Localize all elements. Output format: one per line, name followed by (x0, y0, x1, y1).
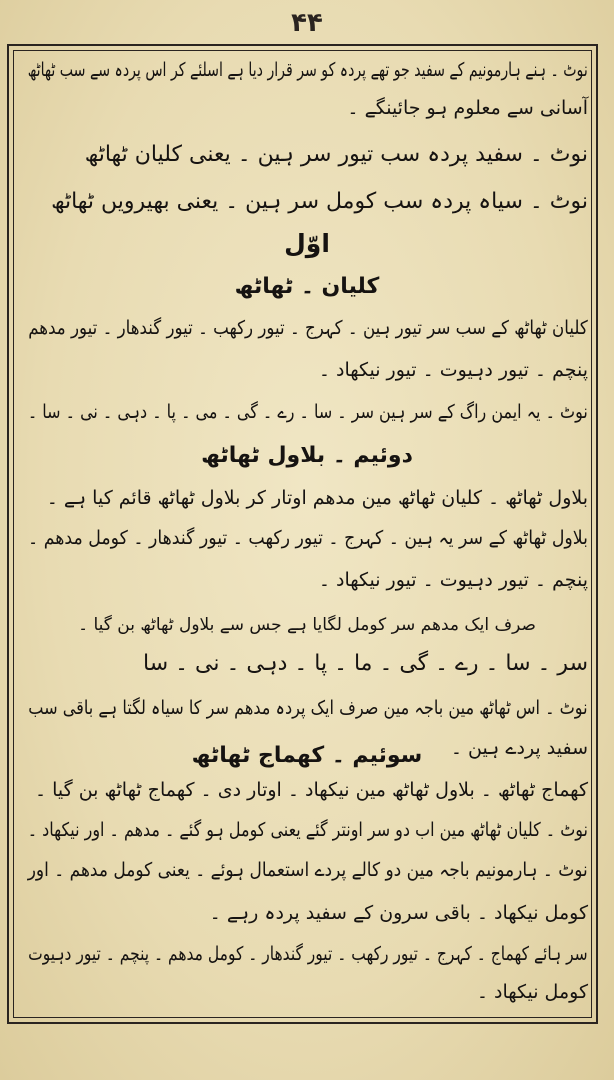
kalyan-notes-continuation: پنچم ۔ تیور دہیوت ۔ تیور نیکھاد ۔ (318, 359, 588, 381)
section-title-khamaj-thaat: سوئیم ۔ کھماج ٹھاٹھ (191, 743, 423, 768)
khamaj-notes-continuation: کومل نیکھاد ۔ (476, 981, 588, 1003)
note-yaman-raag: نوٹ ۔ یہ ایمن راگ کے سر ہین سر ۔ سا ۔ رے ۔ گی ۔ می ۔ پا ۔ دہی ۔ نی ۔ سا ۔ (28, 401, 588, 423)
note-white-keys-kalyan: نوٹ ۔ سفید پردہ سب تیور سر ہین ۔ یعنی کلیان ٹھاٹھ (84, 142, 588, 167)
kalyan-notes-line: کلیان ٹھاٹھ کے سب سر تیور ہین ۔ کہرج ۔ تیور رکھب ۔ تیور گندھار ۔ تیور مدھم (28, 317, 588, 339)
note-bilawal-continuation: سفید پردے ہین ۔ (450, 737, 588, 759)
note-kalyan-two-komal: نوٹ ۔ کلیان ٹھاٹھ مین اب دو سر اونتر گئے یعنی کومل ہو گئے ۔ مدھم ۔ اور نیکھاد ۔ (27, 819, 588, 841)
bilawal-description: بلاول ٹھاٹھ ۔ کلیان ٹھاٹھ مین مدھم اوتار کر بلاول ٹھاٹھ قائم کیا ہے ۔ (46, 487, 588, 509)
page-number: ۴۴ (291, 8, 323, 38)
note-khamaj-continuation: کومل نیکھاد ۔ باقی سرون کے سفید پردہ رہے ۔ (209, 902, 588, 924)
section-title-kalyan-thaat: کلیان ۔ ٹھاٹھ (234, 274, 380, 299)
bilawal-notes-continuation: پنچم ۔ تیور دہیوت ۔ تیور نیکھاد ۔ (318, 569, 588, 591)
khamaj-description: کھماج ٹھاٹھ ۔ بلاول ٹھاٹھ مین نیکھاد ۔ اوتار دی ۔ کھماج ٹھاٹھ بن گیا ۔ (34, 779, 588, 801)
note-bilawal-harmonium: نوٹ ۔ اس ٹھاٹھ مین باجہ مین صرف ایک پردہ مدھم سر کا سیاہ لگتا ہے باقی سب (28, 697, 588, 719)
bilawal-sargam: سر ۔ سا ۔ رے ۔ گی ۔ ما ۔ پا ۔ دہی ۔ نی ۔ سا (143, 651, 588, 676)
bilawal-notes-line: بلاول ٹھاٹھ کے سر یہ ہین ۔ کہرج ۔ تیور رکھب ۔ تیور گندھار ۔ کومل مدھم ۔ (28, 527, 588, 549)
section-heading-first: اوّل (284, 229, 330, 258)
bilawal-explanation: صرف ایک مدھم سر کومل لگایا ہے جس سے بلاول ٹھاٹھ بن گیا ۔ (78, 615, 536, 635)
note-continuation: آسانی سے معلوم ہو جائینگے ۔ (347, 97, 588, 119)
note-harmonium-white-keys: نوٹ ۔ ہنے ہارمونیم کے سفید جو تھے پردہ کو سر قرار دیا ہے اسلئے کر اس پردہ سے سب ٹھاٹھ (27, 59, 588, 81)
khamaj-notes-line: سر ہائے کھماج ۔ کہرج ۔ تیور رکھب ۔ تیور گندھار ۔ کومل مدھم ۔ پنچم ۔ تیور دہیوت (28, 943, 588, 965)
note-khamaj-harmonium: نوٹ ۔ ہارمونیم باجہ مین دو کالے پردے استعمال ہوئے ۔ یعنی کومل مدھم ۔ اور (27, 859, 588, 881)
note-black-keys-bhairavi: نوٹ ۔ سیاہ پردہ سب کومل سر ہین ۔ یعنی بھیرویں ٹھاٹھ (51, 189, 588, 214)
section-title-bilawal-thaat: دوئیم ۔ بلاول ٹھاٹھ (201, 443, 413, 468)
